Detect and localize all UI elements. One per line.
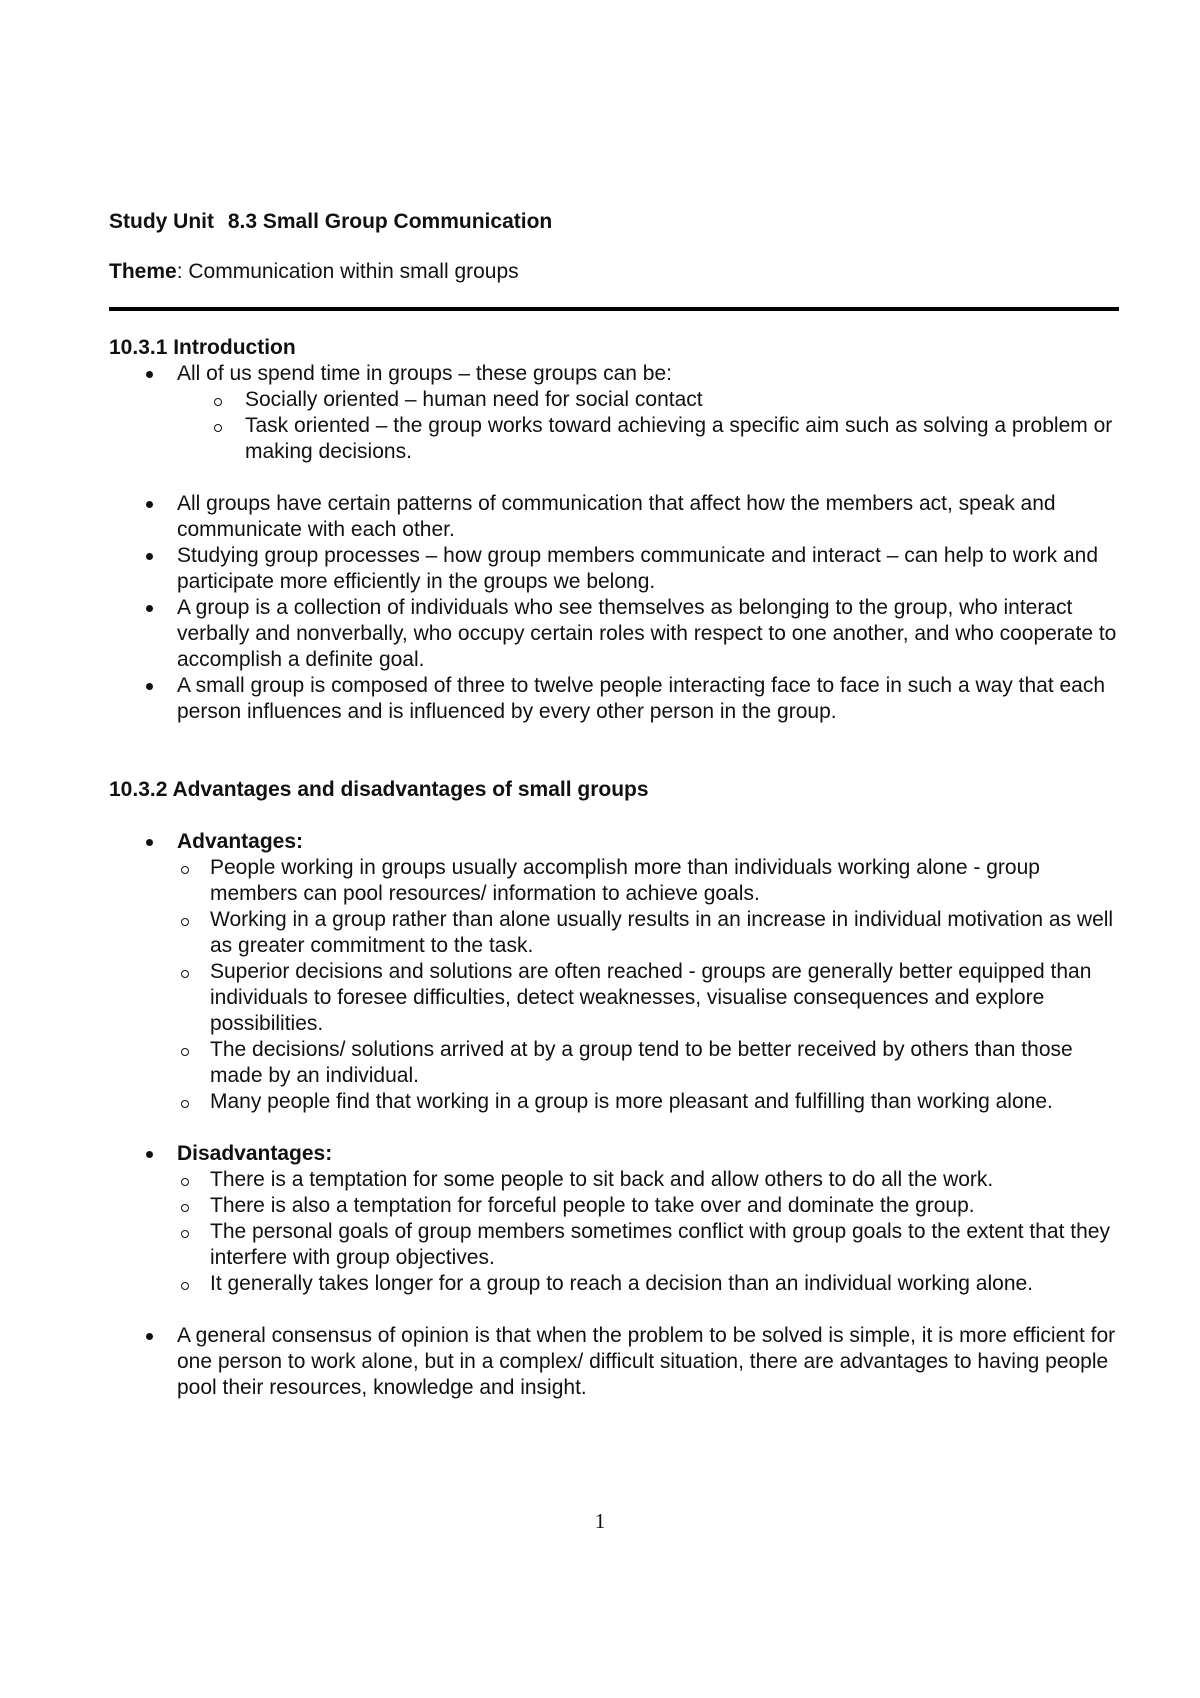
list-item-text: All of us spend time in groups – these groups can be: — [177, 362, 672, 385]
list-item-text: A small group is composed of three to twelve people interacting face to face in such a way that each person influences and is influenced by every other person in the group. — [177, 674, 1106, 723]
sub-list-item — [109, 1089, 1119, 1115]
sub-list-item-text: It generally takes longer for a group to reach a decision than an individual working alone. — [210, 1272, 1034, 1295]
page-content — [109, 209, 1119, 1401]
intro-list — [109, 361, 1119, 465]
sub-list-item — [109, 1219, 1119, 1271]
sub-list-item — [109, 1167, 1119, 1193]
sub-list-item-text: Task oriented – the group works toward achieving a specific aim such as solving a problem or making decisions. — [245, 414, 1113, 463]
sub-list-item-text: There is also a temptation for forceful people to take over and dominate the group. — [210, 1194, 975, 1217]
disadvantages-label — [109, 1141, 1119, 1167]
sub-list-item-text: People working in groups usually accomplish more than individuals working alone - group members can pool resources/ information to achieve goals. — [210, 856, 1040, 905]
sub-list-item-text: Socially oriented – human need for social contact — [245, 388, 703, 411]
list-item — [109, 673, 1119, 725]
list-item — [109, 491, 1119, 543]
list-item — [109, 1323, 1119, 1401]
advantages-label — [109, 829, 1119, 855]
sub-list-item — [109, 1193, 1119, 1219]
list-item-text: A general consensus of opinion is that when the problem to be solved is simple, it is more efficient for one person to work alone, but in a complex/ difficult situation, there are advantages to having people pool their resources, knowledge and insight. — [177, 1324, 1116, 1399]
sub-list-item — [109, 907, 1119, 959]
title-prefix: Study Unit — [109, 210, 214, 233]
sub-list-item-text: Superior decisions and solutions are often reached - groups are generally better equipped than individuals to foresee difficulties, detect weaknesses, visualise consequences and explore possibilities. — [210, 960, 1092, 1035]
list-item — [109, 361, 1119, 387]
horizontal-rule — [109, 307, 1119, 311]
list-item — [109, 543, 1119, 595]
page-number: 1 — [594, 1509, 606, 1533]
theme-text: : Communication within small groups — [176, 260, 519, 283]
sub-list-item-text: The decisions/ solutions arrived at by a group tend to be better received by others than those made by an individual. — [210, 1038, 1073, 1087]
theme-line — [109, 259, 1119, 285]
document-title — [109, 209, 1119, 235]
disadvantages-label-text: Disadvantages: — [177, 1142, 333, 1165]
sub-list-item-text: Working in a group rather than alone usually results in an increase in individual motivation as well as greater commitment to the task. — [210, 908, 1114, 957]
sub-list-item-text: Many people find that working in a group is more pleasant and fulfilling than working alone. — [210, 1090, 1053, 1113]
sub-list-item — [109, 1037, 1119, 1089]
list-item — [109, 595, 1119, 673]
disadvantages-list — [109, 1141, 1119, 1297]
section-heading-introduction: 10.3.1 Introduction — [109, 336, 296, 359]
theme-label: Theme — [109, 260, 177, 283]
section-heading-advantages: 10.3.2 Advantages and disadvantages of small groups — [109, 778, 649, 801]
sub-list-item — [109, 1271, 1119, 1297]
list-item-text: A group is a collection of individuals who see themselves as belonging to the group, who interact verbally and nonverbally, who occupy certain roles with respect to one another, and who cooperate to accomplish a definite goal. — [177, 596, 1117, 671]
intro-list-2 — [109, 491, 1119, 725]
sub-list-item — [109, 387, 1119, 413]
sub-list-item-text: There is a temptation for some people to sit back and allow others to do all the work. — [210, 1168, 994, 1191]
list-item-text: Studying group processes – how group members communicate and interact – can help to work and participate more efficiently in the groups we belong. — [177, 544, 1099, 593]
sub-list-item — [109, 959, 1119, 1037]
consensus-list — [109, 1323, 1119, 1401]
advantages-label-text: Advantages: — [177, 830, 304, 853]
title-main: 8.3 Small Group Communication — [227, 210, 553, 233]
list-item-text: All groups have certain patterns of communication that affect how the members act, speak and communicate with each other. — [177, 492, 1056, 541]
sub-list-item — [109, 413, 1119, 465]
sub-list-item — [109, 855, 1119, 907]
advantages-list — [109, 829, 1119, 1115]
sub-list-item-text: The personal goals of group members sometimes conflict with group goals to the extent that they interfere with group objectives. — [210, 1220, 1110, 1269]
